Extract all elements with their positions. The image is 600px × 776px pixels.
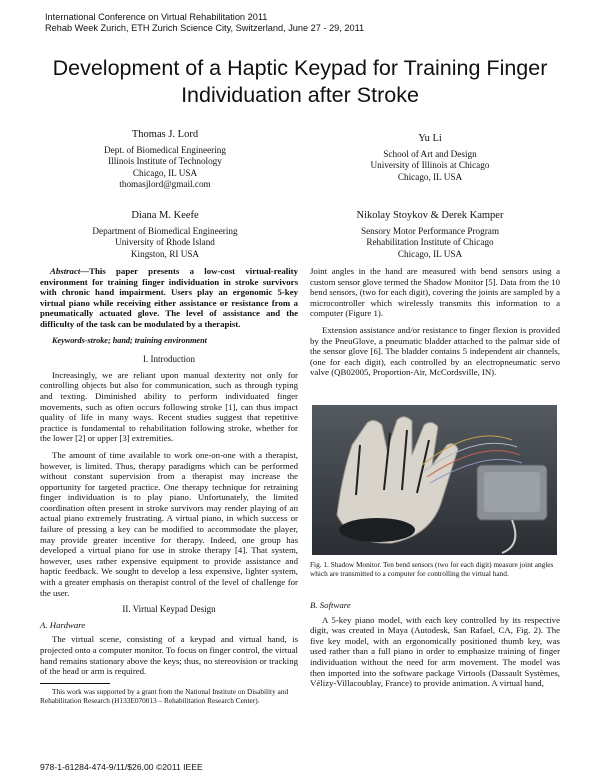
- author-affiliation: Sensory Motor Performance Program: [360, 225, 500, 236]
- left-column: [40, 266, 298, 705]
- subsection-heading-hardware: A. Hardware: [40, 619, 86, 630]
- author-affiliation: Chicago, IL USA: [397, 248, 463, 259]
- isbn-footer: 978-1-61284-474-9/11/$26.00 ©2011 IEEE: [40, 762, 203, 772]
- paragraph: Increasingly, we are reliant upon manual dexterity not only for controlling objects but also for communication, such as through typing and texting. Diminished ability to perform individuated finger movements, such as often occurs following stroke [1], can thus impact quality of life in many ways. Recent studies suggest that repetitive practice is fundamental to rehabilitation following stroke, whether for the lower [2] or upper [3] extremities.: [40, 369, 298, 444]
- paper-title: [20, 55, 580, 109]
- conference-name: International Conference on Virtual Rehabilitation 2011: [45, 12, 268, 22]
- author-name: Yu Li: [418, 133, 442, 144]
- author-email: thomasjlord@gmail.com: [119, 179, 211, 189]
- section-heading-virtual-keypad: II. Virtual Keypad Design: [122, 604, 216, 615]
- figure-caption: Fig. 1. Shadow Monitor. Ten bend sensors (two for each digit) measure joint angles which are transmitted to a computer for controlling the virtual hand.: [310, 560, 554, 578]
- author-affiliation: Chicago, IL USA: [132, 167, 198, 178]
- right-column: [310, 266, 560, 384]
- author-block-lord: [55, 129, 275, 191]
- author-affiliation: Chicago, IL USA: [397, 171, 463, 182]
- footnote: This work was supported by a grant from the National Institute on Disability and Rehabilitation Research (H133E070013 – Rehabilitation Research Center).: [40, 686, 289, 705]
- paragraph: The amount of time available to work one-on-one with a therapist, however, is limited. Thus, therapy paradigms which can be performed without constant supervision from a therapist may increase the opportunity for targeted practice. One therapy technique for retraining finger individuation is to play piano. Unfortunately, the limited coordination often present in stroke survivors may render playing of an actual piano extremely frustrating. A virtual piano, in which success or failure of pressing a key can be modified to accommodate the player, may provide greater incentive for therapy. Indeed, one group has developed a virtual piano for use in stroke therapy [4]. That system, however, uses rather expensive equipment to provide assistance and haptic feedback. We sought to develop a less expensive, lighter system, with a greater emphasis on therapist control of the level of challenge for the user.: [40, 449, 298, 598]
- abstract-text: —This paper presents a low-cost virtual-reality environment for training finger individuation in stroke survivors with chronic hand impairment. Users play an ergonomic 5-key virtual piano while receiving either assistance or resistance from a pneumatically actuated glove. The level of assistance and the difficulty of the task can be modulated by a therapist.: [40, 266, 298, 329]
- paragraph: A 5-key piano model, with each key controlled by its respective digit, was created in Maya (Autodesk, San Rafael, CA, Fig. 2). The five key model, with an ergonomically positioned thumb key, was used rather than a full piano in order to emphasize training of finger individuation without the need for arm movement. The model was then imported into the software package Virtools (Dassault Systèmes, Vélizy-Villacoublay, France) to provide animation. A virtual hand,: [310, 614, 560, 689]
- author-affiliation: Kingston, RI USA: [130, 248, 200, 259]
- author-name: Thomas J. Lord: [131, 129, 199, 140]
- abstract: [40, 266, 298, 330]
- author-block-keefe: [55, 210, 275, 260]
- paragraph: Joint angles in the hand are measured with bend sensors using a custom sensor glove termed the Shadow Monitor [5]. Data from the 10 bend sensors, (two for each digit), covering the joints are sampled by a microcontroller which wirelessly transmits this information to a computer (Figure 1).: [310, 266, 560, 319]
- author-affiliation: University of Rhode Island: [115, 237, 215, 247]
- author-affiliation: University of Illinois at Chicago: [370, 160, 490, 170]
- author-affiliation: Illinois Institute of Technology: [108, 156, 222, 166]
- author-affiliation: Dept. of Biomedical Engineering: [104, 144, 226, 155]
- title-line-2: Individuation after Stroke: [181, 83, 419, 107]
- author-block-stoykov-kamper: [320, 210, 540, 260]
- author-block-li: [320, 133, 540, 183]
- subsection-heading-software: B. Software: [310, 600, 351, 610]
- conference-location: Rehab Week Zurich, ETH Zurich Science City, Switzerland, June 27 - 29, 2011: [45, 23, 365, 33]
- right-column-lower: [310, 597, 560, 695]
- author-affiliation: School of Art and Design: [383, 148, 477, 159]
- paragraph: Extension assistance and/or resistance to finger flexion is provided by the PneuGlove, a pneumatic bladder attached to the palmar side of the sensor glove [6]. The bladder contains 5 independent air channels, (one for each digit), each controlled by an electropneumatic servo valve (QB02005, Proportion-Air, McCordsville, IN).: [310, 324, 560, 378]
- paragraph: The virtual scene, consisting of a keypad and virtual hand, is projected onto a computer monitor. To focus on finger control, the virtual hand remains stationary above the keys; thus, no stereovision or tracking of the head or arm is required.: [40, 634, 298, 677]
- author-affiliation: Rehabilitation Institute of Chicago: [366, 237, 494, 247]
- glove-photo-illustration: [312, 405, 557, 555]
- section-heading-introduction: I. Introduction: [143, 354, 195, 365]
- author-affiliation: Department of Biomedical Engineering: [92, 225, 238, 236]
- author-name: Nikolay Stoykov & Derek Kamper: [356, 210, 504, 221]
- abstract-label: Abstract: [50, 266, 81, 276]
- figure-shadow-monitor-photo: [312, 405, 557, 555]
- author-name: Diana M. Keefe: [131, 210, 199, 221]
- keywords: Keywords-stroke; hand; training environment: [52, 335, 207, 345]
- title-line-1: Development of a Haptic Keypad for Training Finger: [52, 56, 548, 80]
- conference-header: [45, 12, 364, 34]
- footnote-rule: [40, 683, 110, 684]
